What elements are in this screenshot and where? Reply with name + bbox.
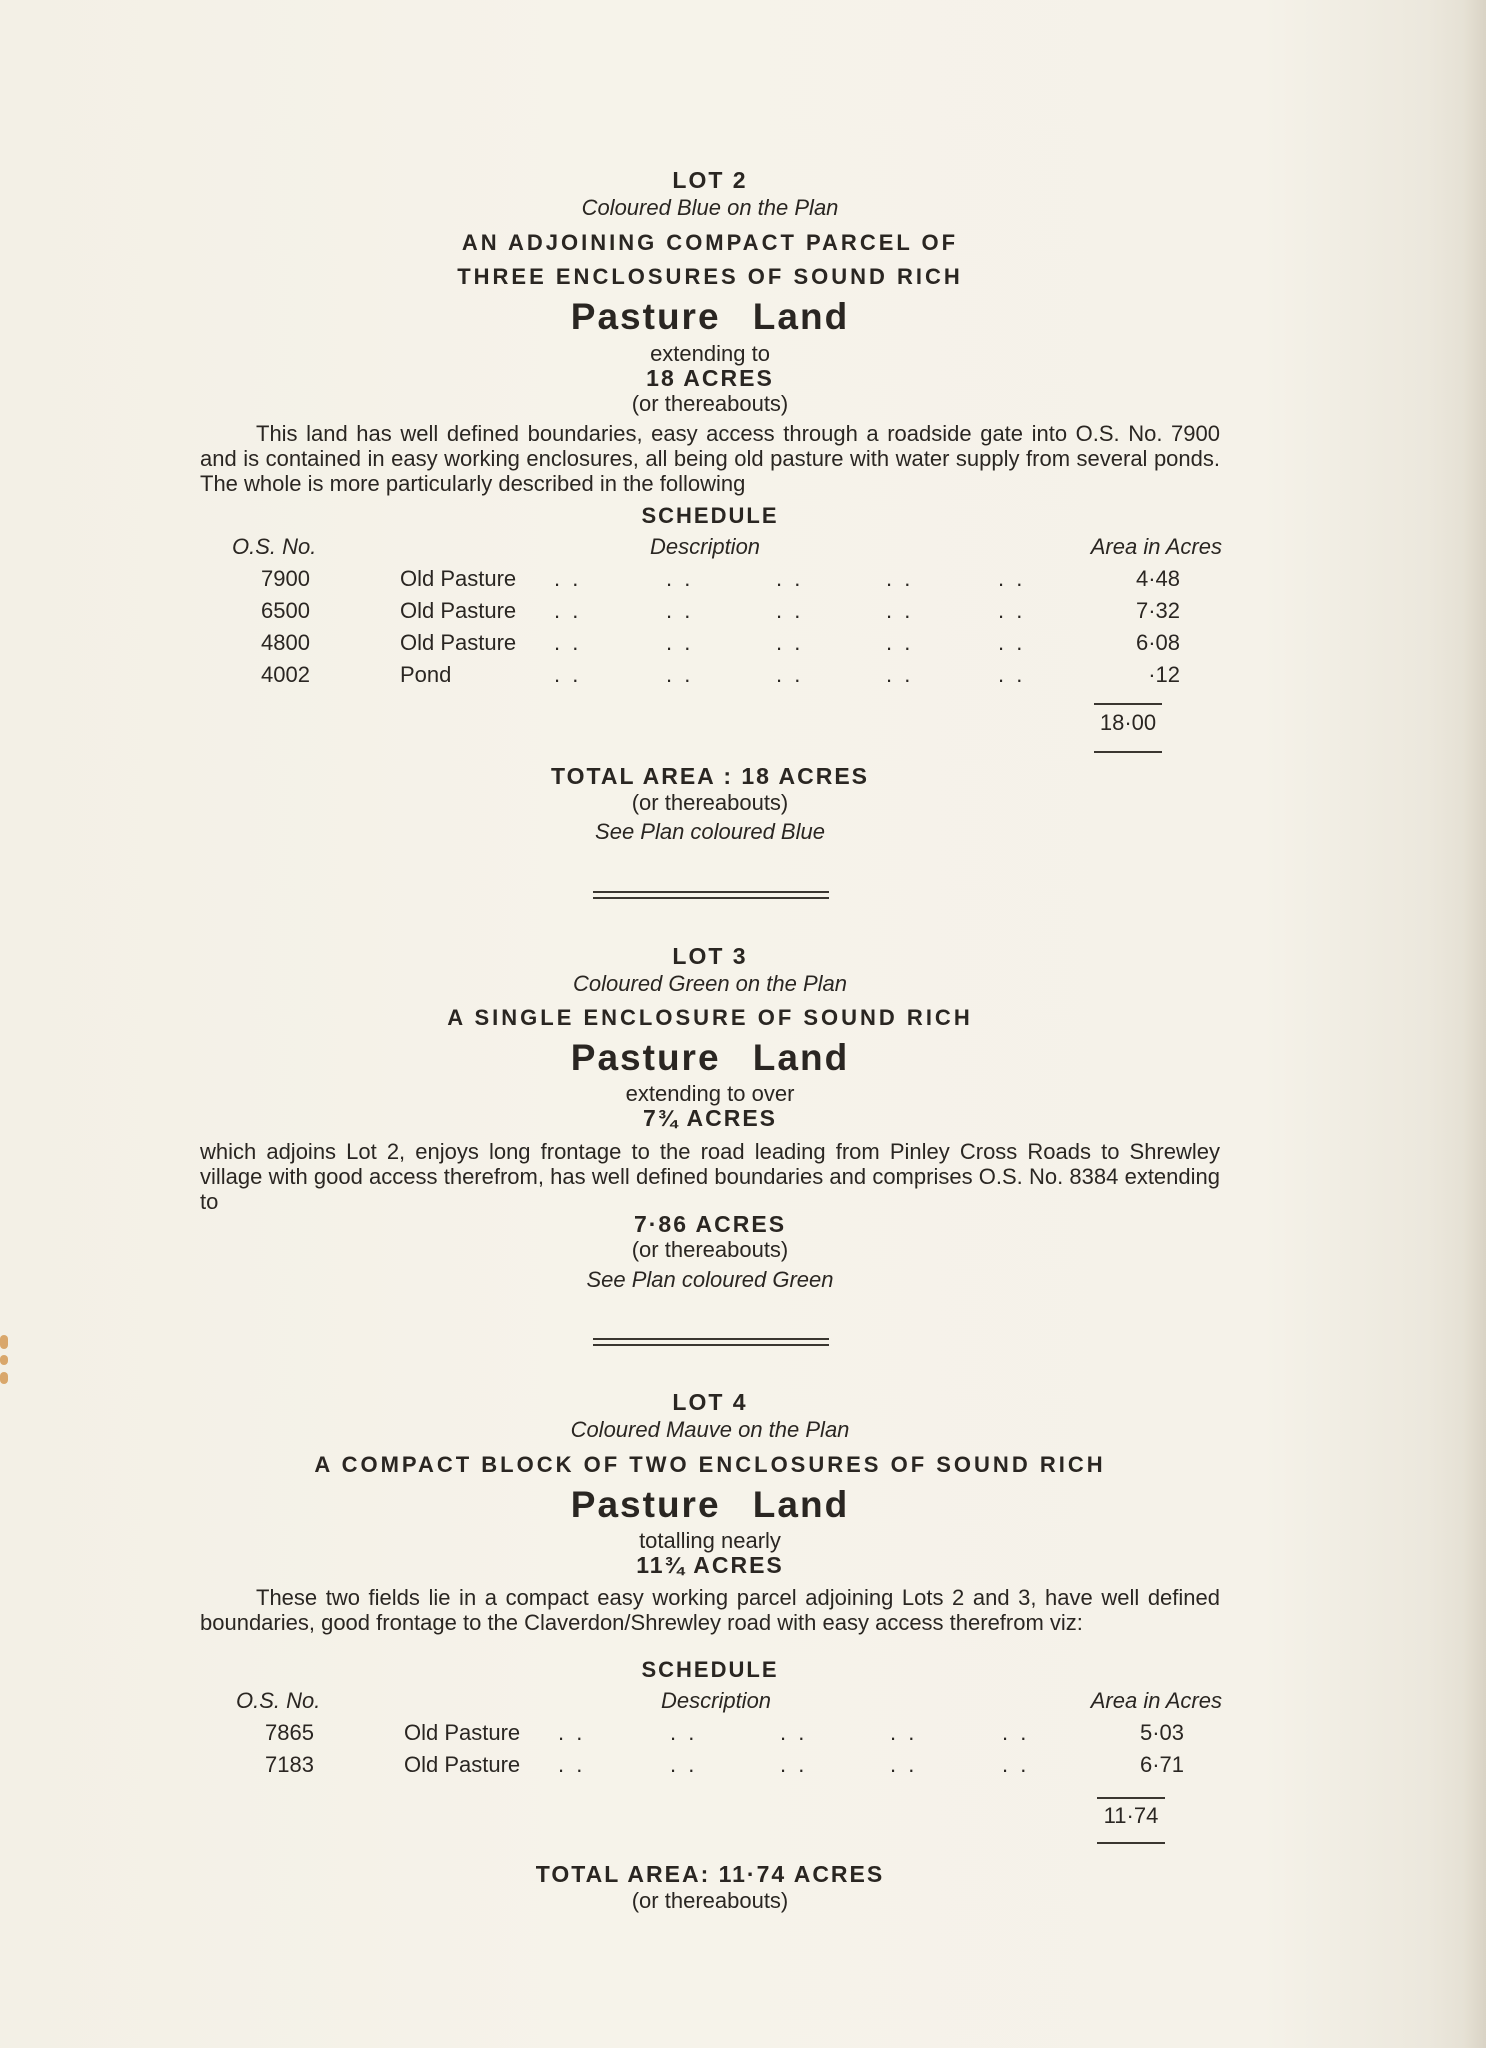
lot4-pasture-land: Pasture Land (570, 1484, 850, 1525)
lot3-acres-exact: 7·86 ACRES (633, 1211, 787, 1237)
section-divider (593, 891, 829, 899)
lot2-coloured: Coloured Blue on the Plan (581, 195, 839, 220)
table-row (200, 628, 1220, 660)
table-row (200, 564, 1220, 596)
lot2-pasture-land: Pasture Land (570, 296, 850, 337)
leader-dots: . . (886, 566, 914, 591)
leader-dots: . . (666, 598, 694, 623)
paper-stain (0, 1355, 8, 1365)
lot3-title: LOT 3 (672, 943, 748, 969)
leader-dots: . . (554, 630, 582, 655)
leader-dots: . . (776, 630, 804, 655)
lot2-description: This land has well defined boundaries, easy access through a roadside gate into O.S. No. 7900 and is contained in easy working enclosures, all being old pasture with water supply from several ponds. The whole is more particularly described in the following (200, 421, 1220, 496)
leader-dots: . . (890, 1752, 918, 1777)
row-description: Pond (400, 662, 452, 687)
row-area: 7·32 (1135, 598, 1180, 623)
leader-dots: . . (998, 566, 1026, 591)
lot4-heading1: A COMPACT BLOCK OF TWO ENCLOSURES OF SOUND RICH (314, 1452, 1106, 1477)
leader-dots: . . (998, 598, 1026, 623)
lot2-sum: 18·00 (1099, 710, 1157, 735)
lot4-total (200, 1860, 1220, 1913)
table-row (200, 660, 1220, 692)
row-area: ·12 (1148, 662, 1180, 687)
os-number: 6500 (261, 598, 310, 623)
lot3-thereabouts: (or thereabouts) (631, 1237, 789, 1262)
row-area: 5·03 (1139, 1720, 1184, 1745)
lot3-extent (200, 1212, 1220, 1294)
leader-dots: . . (666, 662, 694, 687)
lot3-extending: extending to over (625, 1081, 795, 1106)
lot4-acres: 11¾ ACRES (636, 1552, 784, 1578)
leader-dots: . . (886, 598, 914, 623)
os-number: 4002 (261, 662, 310, 687)
row-description: Old Pasture (400, 630, 517, 655)
lot4-sum: 11·74 (1103, 1803, 1159, 1828)
leader-dots: . . (780, 1752, 808, 1777)
lot4-schedule (200, 1686, 1220, 1782)
leader-dots: . . (670, 1752, 698, 1777)
leader-dots: . . (886, 662, 914, 687)
section-divider (593, 1338, 829, 1346)
lot2-schedule (200, 532, 1220, 692)
leader-dots: . . (666, 630, 694, 655)
lot4-description: These two fields lie in a compact easy working parcel adjoining Lots 2 and 3, have well defined boundaries, good frontage to the Claverdon/Shrewley road with easy access therefrom viz: (200, 1585, 1220, 1635)
lot4-extending: totalling nearly (639, 1528, 781, 1553)
os-number: 7183 (265, 1752, 314, 1777)
lot2-total-thereabouts: (or thereabouts) (631, 790, 789, 815)
lot4-schedule-title: SCHEDULE (641, 1657, 779, 1682)
paper-stain (0, 1335, 8, 1349)
lot2-see-plan: See Plan coloured Blue (595, 819, 825, 844)
col-os-no: O.S. No. (236, 1688, 321, 1713)
col-area: Area in Acres (1090, 1688, 1222, 1713)
leader-dots: . . (670, 1720, 698, 1745)
row-area: 4·48 (1135, 566, 1180, 591)
table-row (200, 1750, 1220, 1782)
col-description: Description (650, 534, 761, 559)
leader-dots: . . (666, 566, 694, 591)
leader-dots: . . (998, 630, 1026, 655)
lot3-coloured: Coloured Green on the Plan (573, 971, 847, 996)
row-area: 6·71 (1139, 1752, 1184, 1777)
lot3-description: which adjoins Lot 2, enjoys long frontage to the road leading from Pinley Cross Roads to Shrewley village with good access therefrom, has well defined boundaries and comprises O.S. No. 8384 extending to (200, 1139, 1220, 1214)
lot2-acres: 18 ACRES (646, 365, 774, 391)
lot4-coloured: Coloured Mauve on the Plan (570, 1417, 850, 1442)
row-area: 6·08 (1135, 630, 1180, 655)
lot2-total (200, 762, 1220, 846)
leader-dots: . . (1002, 1720, 1030, 1745)
table-row (200, 596, 1220, 628)
leader-dots: . . (558, 1752, 586, 1777)
leader-dots: . . (776, 662, 804, 687)
row-description: Old Pasture (404, 1752, 521, 1777)
os-number: 7900 (261, 566, 310, 591)
lot2-header (200, 166, 1220, 416)
lot3-acres: 7¾ ACRES (642, 1105, 778, 1131)
col-description: Description (661, 1688, 772, 1713)
leader-dots: . . (776, 566, 804, 591)
sum-rule (1094, 751, 1162, 753)
lot2-schedule-title: SCHEDULE (641, 503, 779, 528)
leader-dots: . . (780, 1720, 808, 1745)
col-area: Area in Acres (1090, 534, 1222, 559)
leader-dots: . . (554, 662, 582, 687)
sum-rule (1097, 1797, 1165, 1799)
leader-dots: . . (776, 598, 804, 623)
page-edge-shadow (1464, 0, 1486, 2048)
lot2-heading1: AN ADJOINING COMPACT PARCEL OF (461, 230, 959, 255)
row-description: Old Pasture (400, 566, 517, 591)
lot3-header (200, 942, 1220, 1131)
lot3-pasture-land: Pasture Land (570, 1037, 850, 1078)
lot2-extending: extending to (650, 341, 770, 366)
lot3-heading1: A SINGLE ENCLOSURE OF SOUND RICH (447, 1005, 973, 1030)
lot2-title: LOT 2 (672, 167, 748, 193)
row-description: Old Pasture (400, 598, 517, 623)
leader-dots: . . (554, 598, 582, 623)
leader-dots: . . (998, 662, 1026, 687)
lot2-total-area: TOTAL AREA : 18 ACRES (550, 763, 870, 789)
lot4-total-thereabouts: (or thereabouts) (631, 1888, 789, 1913)
col-os-no: O.S. No. (232, 534, 317, 559)
leader-dots: . . (890, 1720, 918, 1745)
lot4-total-area: TOTAL AREA: 11·74 ACRES (535, 1861, 885, 1887)
schedule-header (200, 1686, 1220, 1718)
sum-rule (1097, 1842, 1165, 1844)
row-description: Old Pasture (404, 1720, 521, 1745)
schedule-header (200, 532, 1220, 564)
lot3-see-plan: See Plan coloured Green (586, 1267, 834, 1292)
sum-rule (1094, 703, 1162, 705)
leader-dots: . . (1002, 1752, 1030, 1777)
leader-dots: . . (554, 566, 582, 591)
lot2-thereabouts: (or thereabouts) (631, 391, 789, 416)
lot4-header (200, 1388, 1220, 1578)
leader-dots: . . (886, 630, 914, 655)
os-number: 4800 (261, 630, 310, 655)
os-number: 7865 (265, 1720, 314, 1745)
leader-dots: . . (558, 1720, 586, 1745)
lot4-title: LOT 4 (672, 1389, 748, 1415)
lot2-heading2: THREE ENCLOSURES OF SOUND RICH (457, 264, 963, 289)
table-row (200, 1718, 1220, 1750)
paper-stain (0, 1372, 8, 1384)
